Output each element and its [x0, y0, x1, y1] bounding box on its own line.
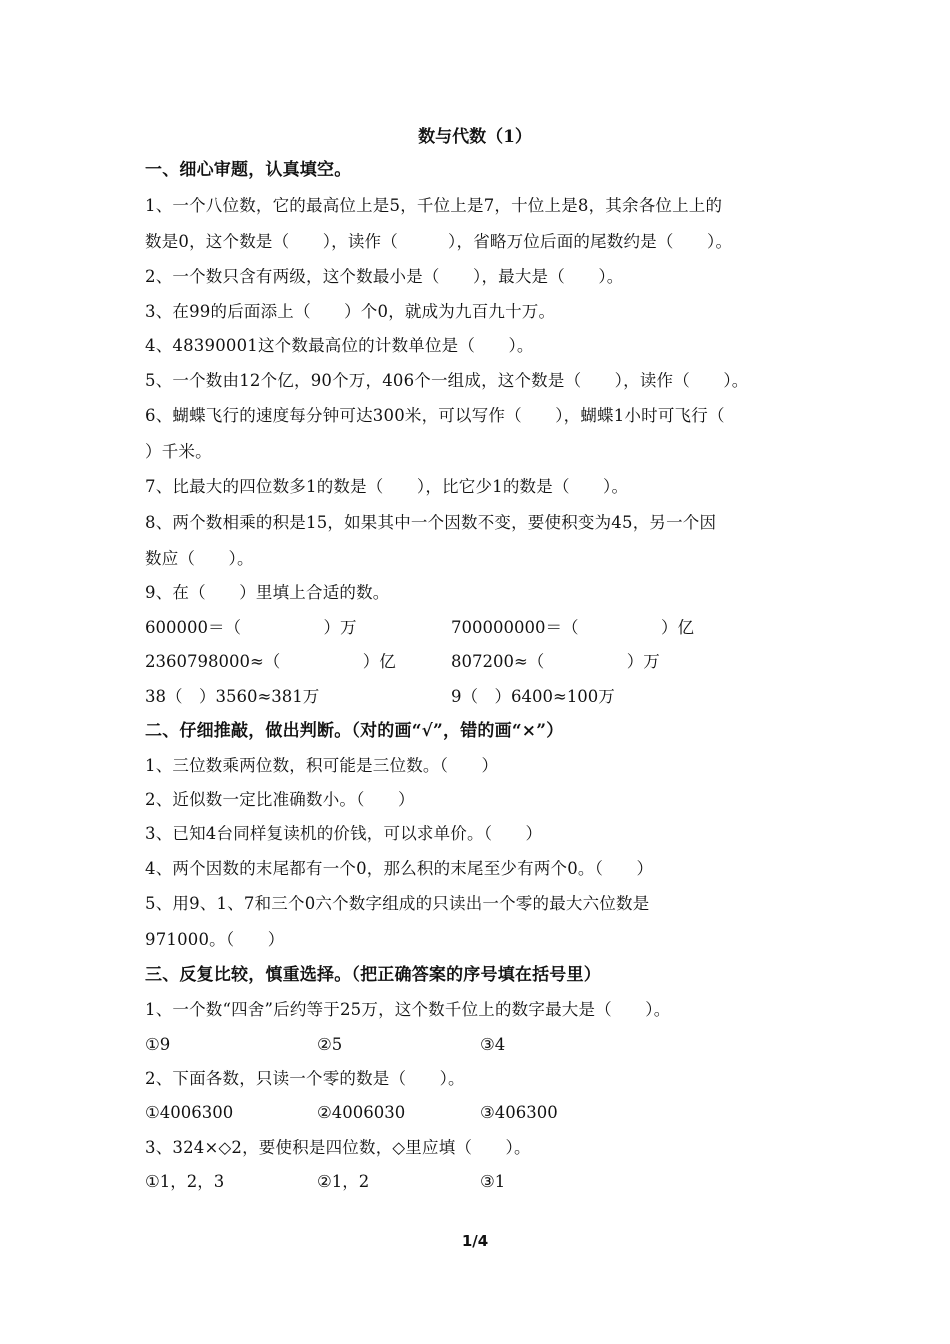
choice-option: ③406300: [480, 1103, 558, 1122]
choice-option: ①9: [145, 1035, 171, 1054]
question-line: 3、在99的后面添上（ ）个0，就成为九百九十万。: [145, 302, 556, 321]
question-line: 5、一个数由12个亿，90个万，406个一组成，这个数是（ ），读作（ ）。: [145, 371, 749, 390]
choice-option: ②1，2: [317, 1172, 370, 1191]
fill-blank-left: 2360798000≈（ ）亿: [145, 652, 396, 671]
fill-blank-right: 807200≈（ ）万: [451, 652, 660, 671]
judgment-line: 3、已知4台同样复读机的价钱，可以求单价。（ ）: [145, 824, 543, 843]
judgment-line: 5、用9、1、7和三个0六个数字组成的只读出一个零的最大六位数是: [145, 894, 650, 913]
choice-question: 1、一个数“四舍”后约等于25万，这个数千位上的数字最大是（ ）。: [145, 1000, 671, 1019]
fill-blank-left: 38（ ）3560≈381万: [145, 687, 320, 706]
choice-option: ②4006030: [317, 1103, 406, 1122]
page-title: 数与代数（1）: [418, 127, 532, 147]
question-line: 数应（ ）。: [145, 549, 254, 568]
question-line: 1、一个八位数，它的最高位上是5，千位上是7，十位上是8，其余各位上上的: [145, 196, 723, 215]
fill-blank-left: 600000＝（ ）万: [145, 618, 357, 637]
question-line: ）千米。: [145, 442, 212, 461]
choice-option: ①4006300: [145, 1103, 234, 1122]
question-line: 8、两个数相乘的积是15，如果其中一个因数不变，要使积变为45，另一个因: [145, 513, 717, 532]
choice-option: ③1: [480, 1172, 506, 1191]
choice-option: ②5: [317, 1035, 343, 1054]
fill-blank-right: 9（ ）6400≈100万: [451, 687, 615, 706]
page-number: 1/4: [461, 1232, 489, 1250]
choice-question: 3、324×◇2，要使积是四位数，◇里应填（ ）。: [145, 1138, 531, 1157]
question-line: 4、48390001这个数最高位的计数单位是（ ）。: [145, 336, 534, 355]
question-line: 7、比最大的四位数多1的数是（ ），比它少1的数是（ ）。: [145, 477, 629, 496]
fill-blank-right: 700000000＝（ ）亿: [451, 618, 694, 637]
judgment-line: 2、近似数一定比准确数小。（ ）: [145, 790, 415, 809]
choice-option: ①1，2，3: [145, 1172, 225, 1191]
question-line: 数是0，这个数是（ ），读作（ ），省略万位后面的尾数约是（ ）。: [145, 232, 733, 251]
judgment-line: 4、两个因数的末尾都有一个0，那么积的末尾至少有两个0。（ ）: [145, 859, 654, 878]
choice-question: 2、下面各数，只读一个零的数是（ ）。: [145, 1069, 465, 1088]
section-1-heading: 一、细心审题，认真填空。: [145, 160, 352, 180]
judgment-line: 971000。（ ）: [145, 930, 285, 949]
choice-option: ③4: [480, 1035, 506, 1054]
section-2-heading: 二、仔细推敲，做出判断。（对的画“√”，错的画“×”）: [145, 721, 564, 741]
judgment-line: 1、三位数乘两位数，积可能是三位数。（ ）: [145, 756, 499, 775]
section-3-heading: 三、反复比较，慎重选择。（把正确答案的序号填在括号里）: [145, 965, 601, 985]
question-line: 6、蝴蝶飞行的速度每分钟可达300米，可以写作（ ），蝴蝶1小时可飞行（: [145, 406, 725, 425]
question-line: 2、一个数只含有两级，这个数最小是（ ），最大是（ ）。: [145, 267, 624, 286]
question-line: 9、在（ ）里填上合适的数。: [145, 583, 390, 602]
